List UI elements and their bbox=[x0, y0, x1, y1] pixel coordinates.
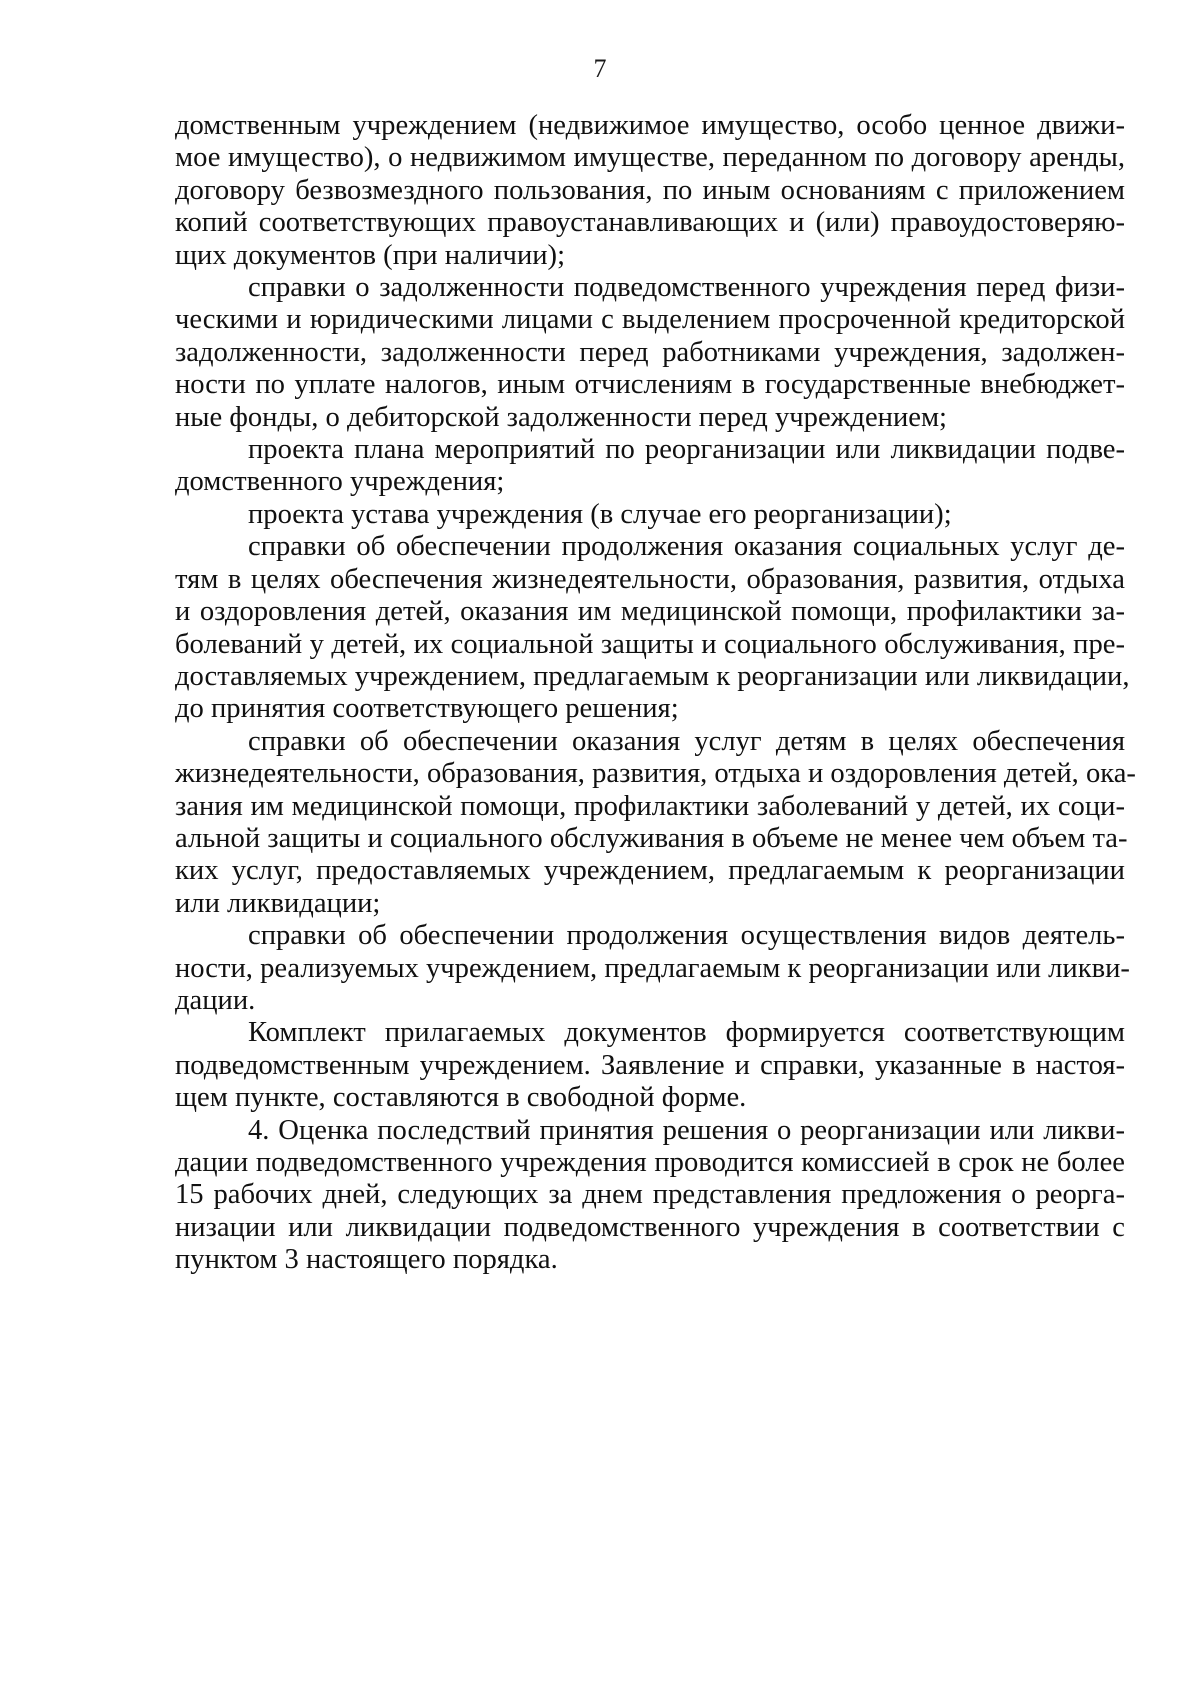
text-line: справки об обеспечении продолжения оказания социальных услуг де- bbox=[248, 531, 1125, 563]
text-line: пунктом 3 настоящего порядка. bbox=[175, 1244, 558, 1276]
text-line: справки об обеспечении оказания услуг детям в целях обеспечения bbox=[248, 725, 1125, 757]
paragraph bbox=[175, 434, 1125, 499]
text-line: ких услуг, предоставляемых учреждением, предлагаемым к реорганизации bbox=[175, 855, 1125, 887]
text-line: договору безвозмездного пользования, по иным основаниям с приложением bbox=[175, 174, 1125, 206]
text-line: альной защиты и социального обслуживания в объеме не менее чем объем та- bbox=[175, 822, 1128, 854]
text-line: проекта устава учреждения (в случае его реорганизации); bbox=[248, 498, 952, 530]
text-line: подведомственным учреждением. Заявление и справки, указанные в настоя- bbox=[175, 1049, 1125, 1081]
text-line: болеваний у детей, их социальной защиты и социального обслуживания, пре- bbox=[175, 628, 1125, 660]
text-line: низации или ликвидации подведомственного учреждения в соответствии с bbox=[175, 1211, 1125, 1243]
text-line: жизнедеятельности, образования, развития, отдыха и оздоровления детей, ока- bbox=[175, 758, 1136, 790]
text-line: доставляемых учреждением, предлагаемым к реорганизации или ликвидации, bbox=[175, 660, 1130, 692]
paragraph bbox=[175, 531, 1130, 725]
text-line: 4. Оценка последствий принятия решения о реорганизации или ликви- bbox=[248, 1114, 1125, 1146]
text-line: и оздоровления детей, оказания им медицинской помощи, профилактики за- bbox=[175, 596, 1125, 628]
text-line: до принятия соответствующего решения; bbox=[175, 693, 679, 725]
text-line: справки о задолженности подведомственного учреждения перед физи- bbox=[248, 272, 1125, 304]
text-line: домственного учреждения; bbox=[175, 466, 505, 498]
text-line: задолженности, задолженности перед работниками учреждения, задолжен- bbox=[175, 336, 1125, 368]
text-line: домственным учреждением (недвижимое имущество, особо ценное движи- bbox=[175, 110, 1125, 141]
text-line: проекта плана мероприятий по реорганизации или ликвидации подве- bbox=[248, 434, 1125, 466]
text-line: щем пункте, составляются в свободной форме. bbox=[175, 1082, 747, 1114]
text-line: ческими и юридическими лицами с выделением просроченной кредиторской bbox=[175, 304, 1125, 336]
text-line: или ликвидации; bbox=[175, 887, 381, 919]
paragraph bbox=[175, 1017, 1125, 1114]
text-line: тям в целях обеспечения жизнедеятельности, образования, развития, отдыха bbox=[175, 563, 1125, 595]
paragraph bbox=[175, 499, 1125, 531]
text-line: ности по уплате налогов, иным отчислениям в государственные внебюджет- bbox=[175, 369, 1125, 401]
text-line: мое имущество), о недвижимом имуществе, переданном по договору аренды, bbox=[175, 142, 1125, 174]
paragraph bbox=[175, 725, 1136, 920]
text-line: Комплект прилагаемых документов формируется соответствующим bbox=[248, 1017, 1125, 1049]
text-line: справки об обеспечении продолжения осуществления видов деятель- bbox=[248, 920, 1125, 952]
paragraph bbox=[175, 272, 1125, 434]
document-body bbox=[175, 110, 1136, 1277]
paragraph bbox=[175, 110, 1125, 272]
paragraph bbox=[175, 1115, 1125, 1277]
text-line: 15 рабочих дней, следующих за днем представления предложения о реорга- bbox=[175, 1179, 1125, 1211]
text-line: ности, реализуемых учреждением, предлагаемым к реорганизации или ликви- bbox=[175, 952, 1130, 984]
text-line: зания им медицинской помощи, профилактики заболеваний у детей, их соци- bbox=[175, 790, 1125, 822]
text-line: дации подведомственного учреждения проводится комиссией в срок не более bbox=[175, 1147, 1125, 1178]
text-line: дации. bbox=[175, 984, 256, 1016]
text-line: щих документов (при наличии); bbox=[175, 239, 566, 271]
page-number: 7 bbox=[593, 54, 607, 83]
text-line: ные фонды, о дебиторской задолженности перед учреждением; bbox=[175, 401, 948, 433]
text-line: копий соответствующих правоустанавливающих и (или) правоудостоверяю- bbox=[175, 207, 1125, 239]
paragraph bbox=[175, 920, 1130, 1017]
